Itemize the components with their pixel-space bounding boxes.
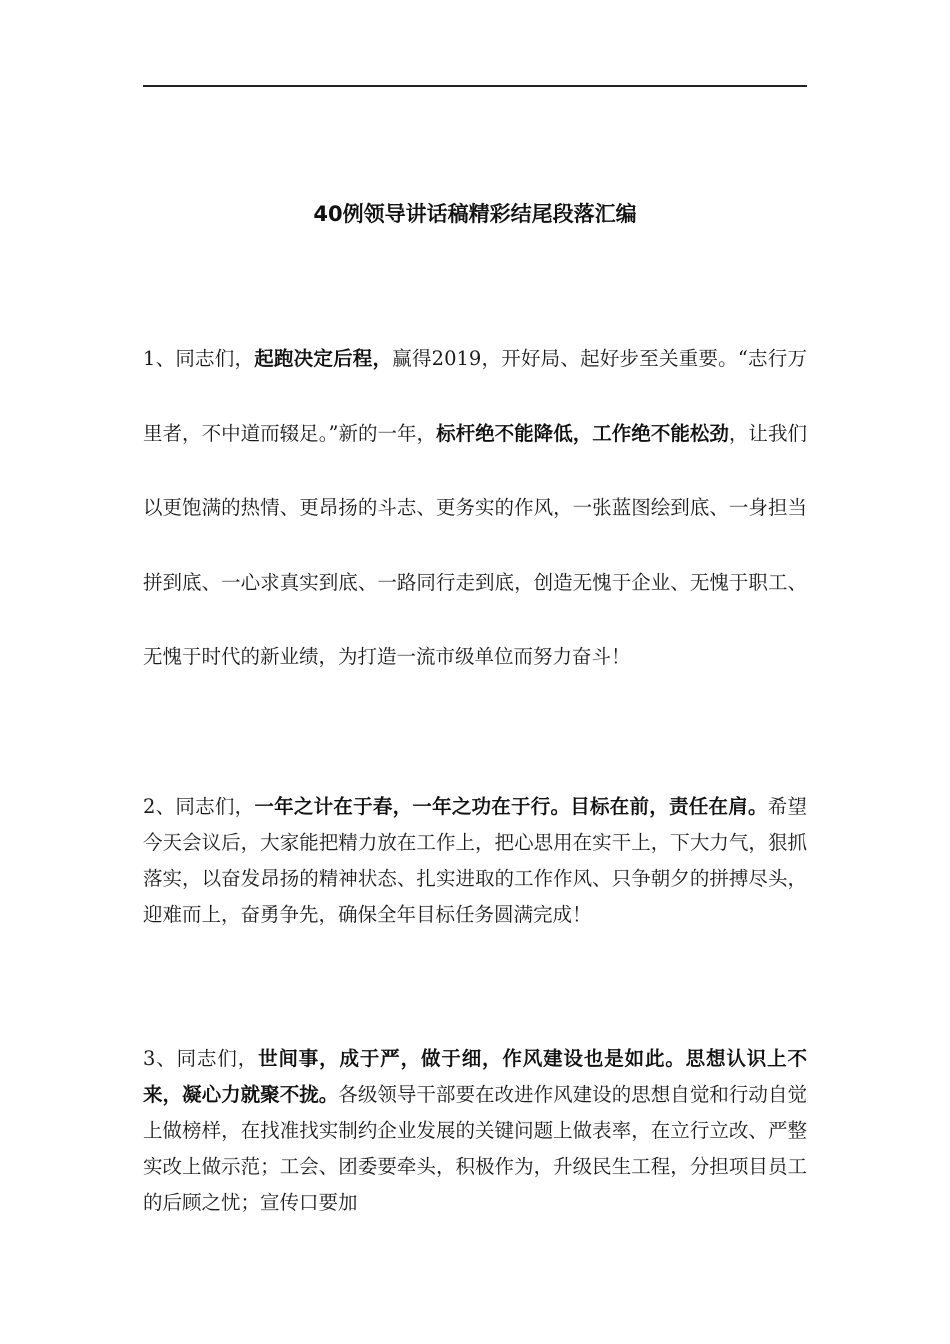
paragraph-1-emphasis: 标杆绝不能降低，工作绝不能松劲 [436, 421, 729, 445]
paragraph-1-text: ，让我们以更饱满的热情、更昂扬的斗志、更务实的作风，一张蓝图绘到底、一身担当拼到底、一心求真实到底、一路同行走到底，创造无愧于企业、无愧于职工、无愧于时代的新业绩，为打造一流市级单位而努力奋斗！ [143, 421, 807, 668]
paragraph-1-text: 赢得2019，开好局、起好步至关重要。“志行万里者，不中道而辍足。”新的一年， [143, 347, 807, 445]
paragraph-2-text: 希望今天会议后，大家能把精力放在工作上，把心思用在实干上，下大力气，狠抓落实，以奋发昂扬的精神状态、扎实进取的工作作风、只争朝夕的拼搏尽头，迎难而上，奋勇争先，确保全年目标任务圆满完成！ [143, 795, 807, 926]
paragraph-3 [143, 1041, 807, 1221]
paragraph-3-text: 3、同志们， [143, 1047, 259, 1070]
paragraph-3-emphasis: 世间事，成于严，做于细，作风建设也是如此。思想认识上不来，凝心力就聚不拢。 [143, 1047, 807, 1106]
paragraph-2-emphasis: 一年之计在于春，一年之功在于行。目标在前，责任在肩。 [254, 795, 768, 818]
paragraph-2 [143, 789, 807, 933]
paragraph-3-text: 各级领导干部要在改进作风建设的思想自觉和行动自觉上做榜样，在找准找实制约企业发展的关键问题上做表率，在立行立改、严整实改上做示范；工会、团委要牵头，积极作为，升级民生工程，分担项目员工的后顾之忧；宣传口要加 [143, 1083, 807, 1214]
document-title: 40例领导讲话稿精彩结尾段落汇编 [313, 202, 637, 226]
paragraph-1 [143, 322, 807, 695]
paragraph-2-text: 2、同志们， [143, 795, 255, 818]
header-rule [143, 85, 807, 87]
paragraph-1-text: 1、同志们， [143, 347, 255, 370]
paragraph-1-emphasis: 起跑决定后程， [254, 347, 393, 370]
